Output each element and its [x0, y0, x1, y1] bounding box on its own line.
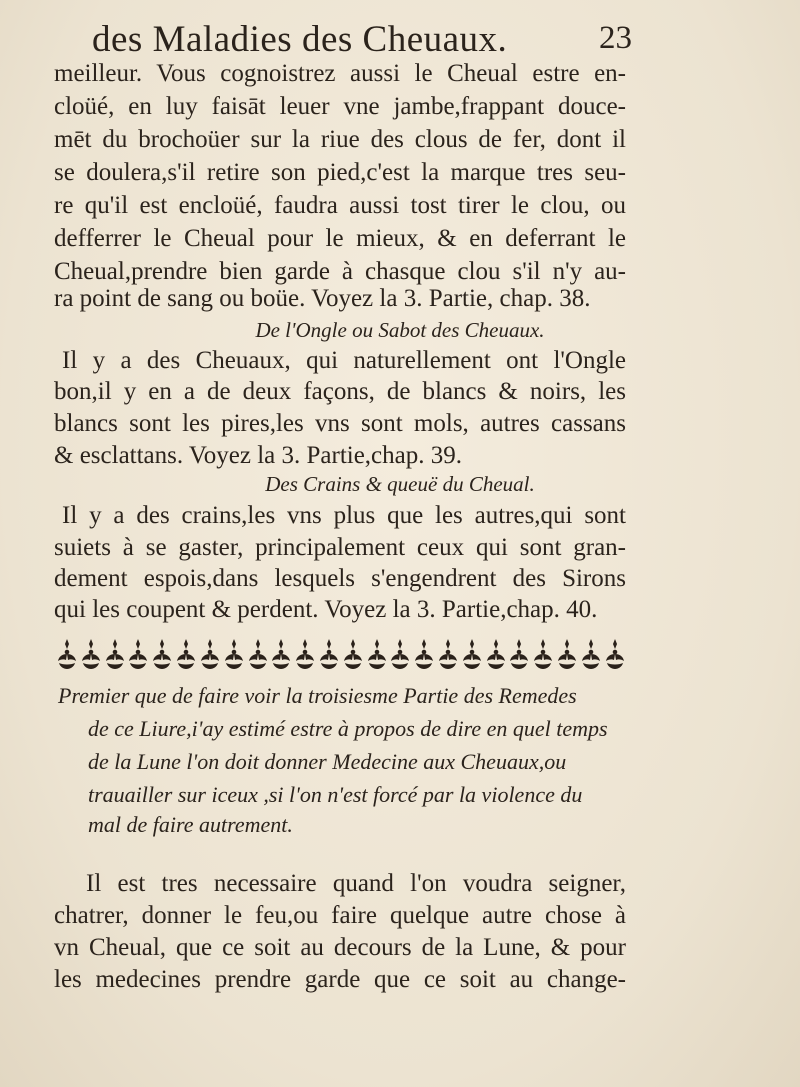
fleuron-icon [580, 637, 602, 671]
fleuron-icon [342, 637, 364, 671]
text-line: qui les coupent & perdent. Voyez la 3. Partie,chap. 40. [54, 596, 598, 623]
text-line: les medecines prendre garde que ce soit au change- [54, 966, 626, 993]
page-number: 23 [599, 20, 632, 56]
fleuron-icon [199, 637, 221, 671]
fleuron-icon [247, 637, 269, 671]
intro-line: Premier que de faire voir la troisiesme Partie des Remedes [58, 683, 577, 708]
intro-line: de ce Liure,i'ay estimé estre à propos de dire en quel temps [88, 716, 608, 741]
fleuron-icon [223, 637, 245, 671]
text-line: ra point de sang ou boüe. Voyez la 3. Partie, chap. 38. [54, 285, 591, 312]
fleuron-icon [413, 637, 435, 671]
text-line: vn Cheual, que ce soit au decours de la Lune, & pour [54, 934, 626, 961]
text-line: dement espois,dans lesquels s'engendrent des Sirons [54, 565, 626, 592]
fleuron-icon [175, 637, 197, 671]
fleuron-icon [485, 637, 507, 671]
text-line: Cheual,prendre bien garde à chasque clou s'il n'y au- [54, 258, 626, 285]
text-line: cloüé, en luy faisāt leuer vne jambe,frappant douce- [54, 93, 626, 120]
text-line: suiets à se gaster, principalement ceux qui sont gran- [54, 534, 626, 561]
fleuron-icon [532, 637, 554, 671]
fleuron-band [56, 633, 626, 675]
text-line: blancs sont les pires,les vns sont mols, autres cassans [54, 410, 626, 437]
fleuron-icon [56, 637, 78, 671]
fleuron-icon [104, 637, 126, 671]
section-heading-ongle: De l'Ongle ou Sabot des Cheuaux. [255, 318, 545, 342]
section-heading-crains: Des Crains & queuë du Cheual. [265, 472, 535, 496]
fleuron-icon [80, 637, 102, 671]
text-line: bon,il y en a de deux façons, de blancs & noirs, les [54, 378, 626, 405]
fleuron-icon [318, 637, 340, 671]
text-line: se doulera,s'il retire son pied,c'est la marque tres seu- [54, 159, 626, 186]
running-head: des Maladies des Cheuaux. [92, 19, 508, 60]
intro-line: trauailler sur iceux ,si l'on n'est forcé par la violence du [88, 782, 583, 807]
fleuron-icon [270, 637, 292, 671]
text-line: Il y a des crains,les vns plus que les autres,qui sont [62, 502, 626, 529]
fleuron-icon [127, 637, 149, 671]
text-line: mēt du brochoüer sur la riue des clous de fer, dont il [54, 126, 626, 153]
text-line: defferrer le Cheual pour le mieux, & en deferrant le [54, 225, 626, 252]
fleuron-icon [389, 637, 411, 671]
text-line: Il est tres necessaire quand l'on voudra seigner, [86, 870, 626, 897]
fleuron-icon [294, 637, 316, 671]
intro-line: mal de faire autrement. [88, 812, 293, 837]
text-line: re qu'il est encloüé, faudra aussi tost tirer le clou, ou [54, 192, 626, 219]
fleuron-icon [508, 637, 530, 671]
text-line: meilleur. Vous cognoistrez aussi le Cheual estre en- [54, 60, 626, 87]
fleuron-icon [437, 637, 459, 671]
fleuron-icon [461, 637, 483, 671]
fleuron-icon [366, 637, 388, 671]
text-line: & esclattans. Voyez la 3. Partie,chap. 39. [54, 442, 462, 469]
fleuron-icon [151, 637, 173, 671]
text-line: chatrer, donner le feu,ou faire quelque autre chose à [54, 902, 626, 929]
intro-line: de la Lune l'on doit donner Medecine aux Cheuaux,ou [88, 749, 567, 774]
fleuron-icon [604, 637, 626, 671]
text-line: Il y a des Cheuaux, qui naturellement ont l'Ongle [62, 347, 626, 374]
fleuron-icon [556, 637, 578, 671]
